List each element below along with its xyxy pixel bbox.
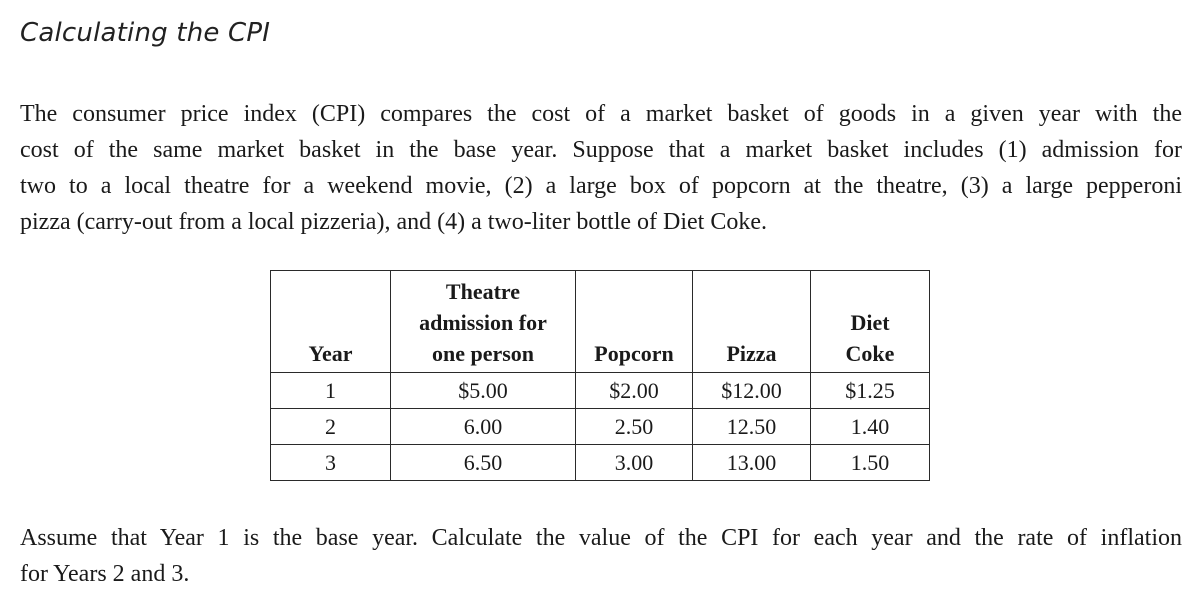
cell-pizza: 12.50 bbox=[693, 409, 811, 445]
table-header-row bbox=[271, 271, 930, 373]
cell-popcorn: 3.00 bbox=[576, 445, 693, 481]
header-pizza: Pizza bbox=[693, 271, 811, 373]
cell-theatre: 6.00 bbox=[391, 409, 576, 445]
header-year: Year bbox=[271, 271, 391, 373]
header-popcorn: Popcorn bbox=[576, 271, 693, 373]
intro-line: The consumer price index (CPI) compares the cost of a market basket of goods in a given year with the bbox=[20, 101, 1182, 127]
header-theatre-admission: Theatre admission for one person bbox=[391, 271, 576, 373]
page-title: Calculating the CPI bbox=[20, 18, 271, 48]
price-table bbox=[270, 270, 930, 481]
table-row bbox=[271, 409, 930, 445]
header-diet-coke: Diet Coke bbox=[811, 271, 930, 373]
cell-coke: 1.40 bbox=[811, 409, 930, 445]
cell-year: 2 bbox=[271, 409, 391, 445]
table-row bbox=[271, 445, 930, 481]
question-line: for Years 2 and 3. bbox=[20, 561, 190, 587]
cell-year: 1 bbox=[271, 373, 391, 409]
cell-pizza: $12.00 bbox=[693, 373, 811, 409]
intro-line: two to a local theatre for a weekend movie, (2) a large box of popcorn at the theatre, (3) a large pepperoni bbox=[20, 173, 1182, 199]
cell-pizza: 13.00 bbox=[693, 445, 811, 481]
cell-coke: 1.50 bbox=[811, 445, 930, 481]
cell-popcorn: 2.50 bbox=[576, 409, 693, 445]
intro-line: cost of the same market basket in the base year. Suppose that a market basket includes (1) admission for bbox=[20, 137, 1182, 163]
question-line: Assume that Year 1 is the base year. Calculate the value of the CPI for each year and the rate of inflation bbox=[20, 525, 1182, 551]
cell-theatre: $5.00 bbox=[391, 373, 576, 409]
intro-line: pizza (carry-out from a local pizzeria), and (4) a two-liter bottle of Diet Coke. bbox=[20, 209, 767, 235]
question-paragraph bbox=[20, 520, 1182, 592]
cell-theatre: 6.50 bbox=[391, 445, 576, 481]
cell-coke: $1.25 bbox=[811, 373, 930, 409]
intro-paragraph bbox=[20, 96, 1182, 240]
cell-popcorn: $2.00 bbox=[576, 373, 693, 409]
table-row bbox=[271, 373, 930, 409]
cell-year: 3 bbox=[271, 445, 391, 481]
